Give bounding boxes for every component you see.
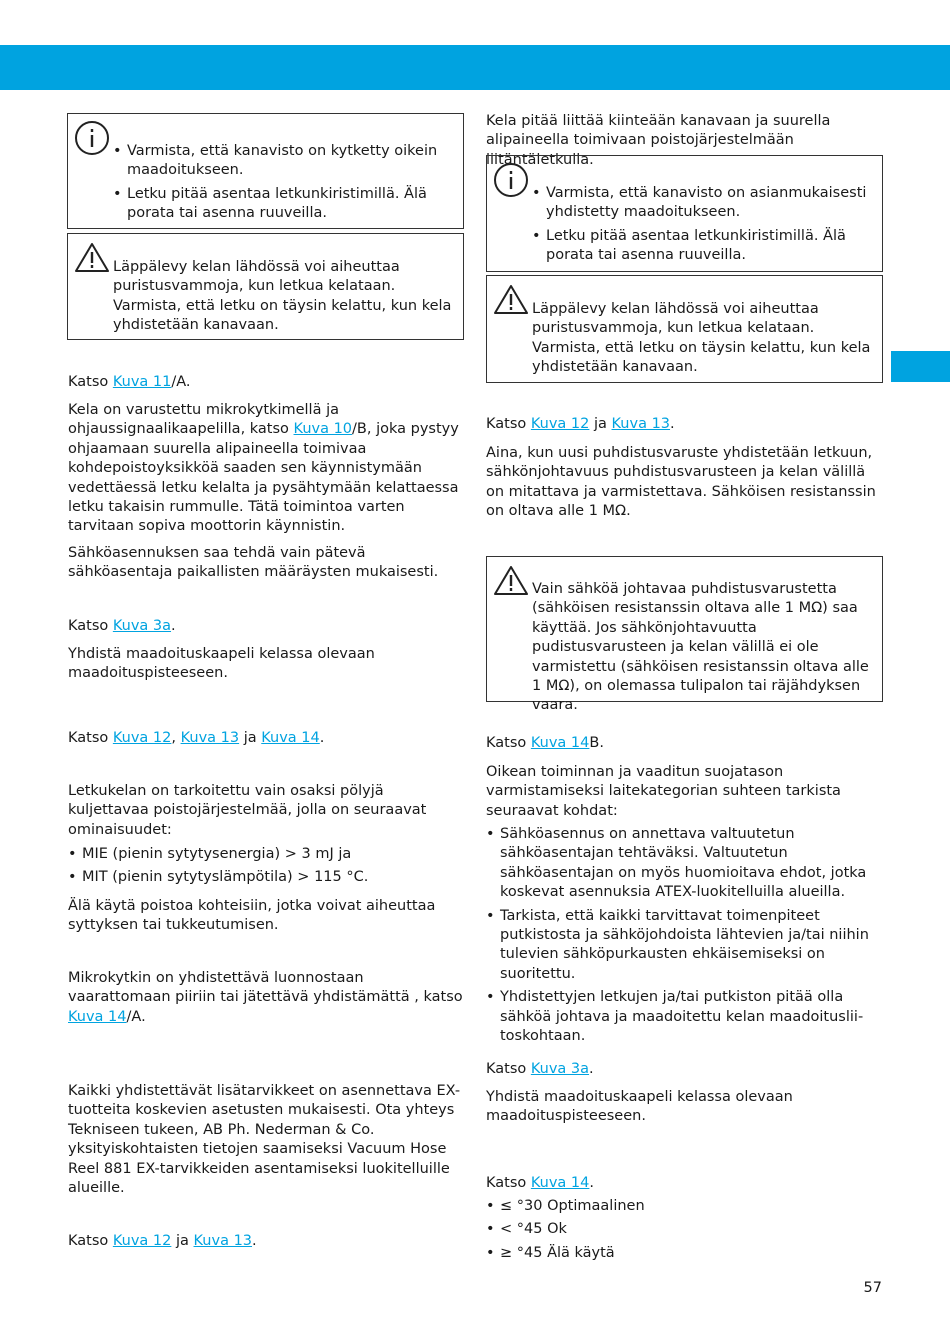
paragraph: Yhdistä maadoituskaapeli kelassa olevaan maadoituspisteeseen. <box>68 646 375 682</box>
list-item: • ≥ °45 Älä käytä <box>486 1244 882 1263</box>
info-icon <box>74 120 110 162</box>
info-item: • Varmista, että kanavisto on kytketty oikein maadoitukseen. <box>113 142 458 181</box>
figure-link[interactable]: Kuva 14 <box>68 1008 127 1025</box>
list-item: • Sähköasennus on annettava valtuutetun sähköasentajan tehtäväksi. Valtuutetun sähköasentajan on myös huomioitava ehdot, jotka koskevat asennuksia ATEX-luokitelluilla alueilla. <box>486 825 882 903</box>
warning-icon <box>493 564 529 602</box>
warning-text: Läppälevy kelan lähdössä voi aiheuttaa puristusvammoja, kun letkua kelataan. Varmista, että letku on täysin kelattu, kun kela yhdistetään kanavaan. <box>113 259 452 334</box>
info-item: • Letku pitää asentaa letkunkiristimillä. Älä porata tai asenna ruuveilla. <box>532 227 877 266</box>
figure-ref: Katso Kuva 12 ja Kuva 13. <box>486 416 675 432</box>
figure-link[interactable]: Kuva 13 <box>611 416 671 432</box>
warning-text: Läppälevy kelan lähdössä voi aiheuttaa puristusvammoja, kun letkua kelataan. Varmista, että letku on täysin kelattu, kun kela yhdistetään kanavaan. <box>532 301 871 376</box>
info-item: • Varmista, että kanavisto on asianmukaisesti yhdistetty maadoitukseen. <box>532 184 877 223</box>
figure-ref: Katso Kuva 3a. <box>68 618 176 634</box>
paragraph: Mikrokytkin on yhdistettävä luonnostaan vaarattomaan piiriin tai jätettävä yhdistämättä , katso Kuva 14/A. <box>68 970 463 1025</box>
warning-text: Vain sähköä johtavaa puhdistusvarustetta (sähköisen resistanssin oltava alle 1 MΩ) saa käyttää. Jos sähkönjohtavuutta pudistusvarusteen ja kelan välillä ei ole varmistettu (sähköisen resistanssin oltava alle 1 MΩ), on olemassa tulipalon tai räjähdyksen vaara. <box>532 581 869 714</box>
info-item: • Letku pitää asentaa letkunkiristimillä. Älä porata tai asenna ruuveilla. <box>113 185 458 224</box>
section-tab <box>891 351 950 382</box>
warning-box <box>486 556 883 714</box>
warning-icon <box>74 241 110 279</box>
figure-ref: Katso Kuva 12, Kuva 13 ja Kuva 14. <box>68 730 325 746</box>
figure-link[interactable]: Kuva 12 <box>112 730 172 746</box>
figure-link[interactable]: Kuva 12 <box>530 416 590 432</box>
list-item: • < °45 Ok <box>486 1220 882 1239</box>
info-box <box>67 113 464 229</box>
figure-link[interactable]: Kuva 12 <box>112 1233 172 1249</box>
figure-ref: Katso Kuva 14. <box>486 1175 594 1191</box>
bullet-list <box>486 825 882 1050</box>
figure-ref: Katso Kuva 12 ja Kuva 13. <box>68 1233 257 1249</box>
figure-ref: Katso Kuva 14B. <box>486 735 604 751</box>
info-box <box>486 155 883 272</box>
warning-box <box>486 275 883 383</box>
info-icon <box>493 162 529 204</box>
paragraph: Letkukelan on tarkoitettu vain osaksi pölyjä kuljettavaa poistojärjestelmää, jolla on seuraavat ominaisuudet: <box>68 783 427 838</box>
figure-link[interactable]: Kuva 10 <box>293 421 353 438</box>
header-bar <box>0 45 950 90</box>
figure-link[interactable]: Kuva 11 <box>112 374 172 390</box>
figure-link[interactable]: Kuva 3a <box>112 618 172 634</box>
figure-ref: Katso Kuva 11/A. <box>68 374 191 390</box>
warning-box <box>67 233 464 340</box>
paragraph: Aina, kun uusi puhdistusvaruste yhdistetään letkuun, sähkönjohtavuus puhdistusvarusteen ja kelan välillä on mitattava ja varmistettava. Sähköisen resistanssin on oltava alle 1 MΩ. <box>486 445 876 520</box>
warning-icon <box>493 283 529 321</box>
list-item: • MIE (pienin sytytysenergia) > 3 mJ ja <box>68 845 463 864</box>
figure-link[interactable]: Kuva 14 <box>530 735 590 751</box>
paragraph: Kela on varustettu mikrokytkimellä ja ohjaussignaalikaapelilla, katso Kuva 10/B, joka pystyy ohjaamaan suurella alipaineella toimivaa kohdepoistoyksikköä saaden sen käynnistymään vedettäessä letku kelalta ja pysähtymään kelattaessa letku takaisin rummulle. Tätä toimintoa varten tarvitaan sopiva moottorin käynnistin. <box>68 402 459 535</box>
list-item: • Tarkista, että kaikki tarvittavat toimenpiteet putkistosta ja sähköjohdoista lähtevien ja/tai niihin tulevien sähköpurkausten ehkäisemiseksi on suoritettu. <box>486 907 882 985</box>
list-item: • ≤ °30 Optimaalinen <box>486 1197 882 1216</box>
list-item: • Yhdistettyjen letkujen ja/tai putkiston pitää olla sähköä johtava ja maadoitettu kelan maadoitusliitoskohtaan. <box>486 988 882 1046</box>
paragraph: Oikean toiminnan ja vaaditun suojatason varmistamiseksi laitekategorian suhteen tarkista seuraavat kohdat: <box>486 764 841 819</box>
figure-link[interactable]: Kuva 3a <box>530 1061 590 1077</box>
figure-ref: Katso Kuva 3a. <box>486 1061 594 1077</box>
paragraph: Sähköasennuksen saa tehdä vain pätevä sähköasentaja paikallisten määräysten mukaisesti. <box>68 545 439 581</box>
figure-link[interactable]: Kuva 13 <box>180 730 240 746</box>
figure-link[interactable]: Kuva 14 <box>261 730 320 746</box>
paragraph: Kaikki yhdistettävät lisätarvikkeet on asennettava EX-tuotteita koskevien asetusten mukaisesti. Ota yhteys Tekniseen tukeen, AB Ph. Nederman & Co. yksityiskohtaisten tietojen saamiseksi Vacuum Hose Reel 881 EX-tarvikkeiden asentamiseksi luokitelluille alueille. <box>68 1083 461 1197</box>
paragraph: Yhdistä maadoituskaapeli kelassa olevaan maadoituspisteeseen. <box>486 1089 793 1125</box>
angle-list <box>486 1197 882 1267</box>
list-item: • MIT (pienin sytytyslämpötila) > 115 °C. <box>68 868 463 887</box>
paragraph: Kela pitää liittää kiinteään kanavaan ja suurella alipaineella toimivaan poistojärjestelmään liitäntäletkulla. <box>486 113 831 168</box>
figure-link[interactable]: Kuva 14 <box>530 1175 590 1191</box>
paragraph: Älä käytä poistoa kohteisiin, jotka voivat aiheuttaa syttyksen tai tukkeutumisen. <box>68 898 436 934</box>
page-number: 57 <box>863 1280 882 1296</box>
figure-link[interactable]: Kuva 13 <box>193 1233 253 1249</box>
bullet-list <box>68 845 463 892</box>
